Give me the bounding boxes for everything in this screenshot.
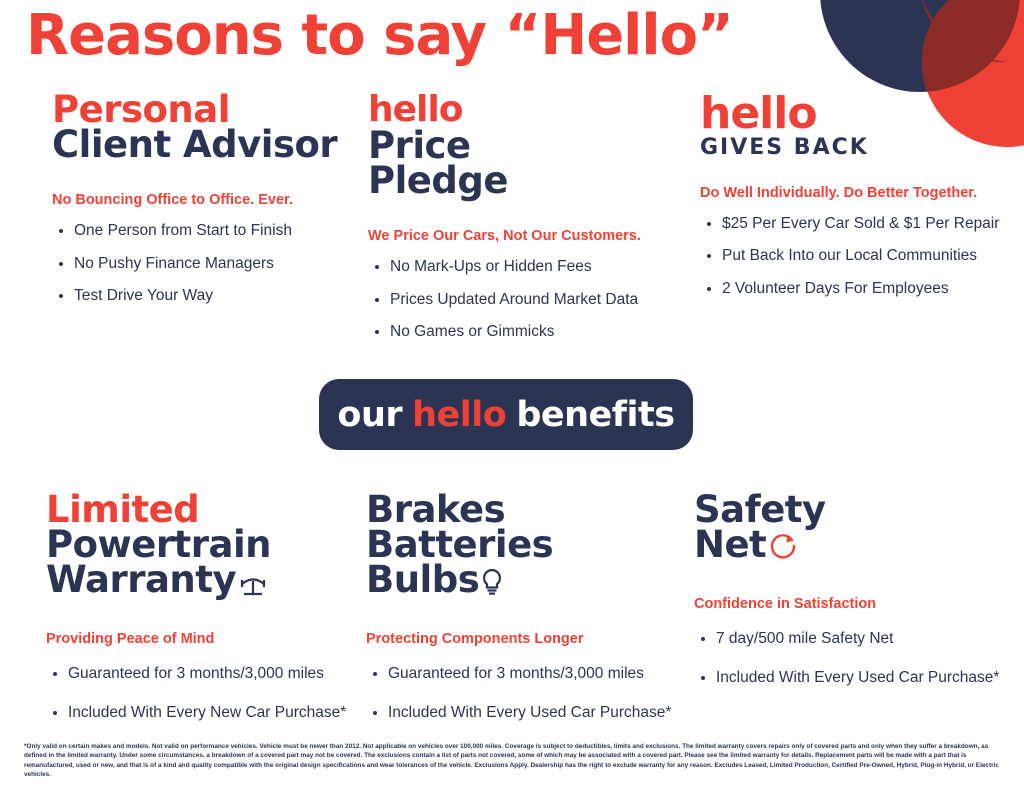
list-item: • No Mark-Ups or Hidden Fees [390,258,678,277]
column-title-line1: Personal [52,88,230,131]
list-item: • Included With Every Used Car Purchase* [716,669,1014,688]
column-safety-net [694,488,1014,701]
column-title-line3: Bulbs [366,562,686,601]
column-title-line2: Net [694,527,1014,566]
list-item: • 2 Volunteer Days For Employees [722,280,1010,299]
column-title-line2: Price [368,124,471,167]
column-brakes-batteries-bulbs [366,488,686,737]
column-subhead: Protecting Components Longer [366,631,584,648]
column-personal-client-advisor [52,88,352,320]
column-title-line2: Batteries [366,523,554,567]
list-item: • Included With Every New Car Purchase* [68,704,366,723]
column-title-line1: Limited [46,488,200,531]
column-bullet-list [700,215,1010,299]
benefits-banner [319,379,693,450]
list-item: • Put Back Into our Local Communities [722,247,1010,266]
column-subhead: No Bouncing Office to Office. Ever. [52,192,293,209]
column-subhead: Do Well Individually. Do Better Together. [700,184,978,201]
column-subhead: We Price Our Cars, Not Our Customers. [368,228,641,245]
list-item: • Guaranteed for 3 months/3,000 miles [68,665,366,684]
column-title-line2: Powertrain [46,523,271,567]
banner-word-benefits: benefits [516,394,675,435]
column-title [46,488,366,602]
column-title-line2: Client Advisor [52,123,338,167]
column-bullet-list [366,665,686,722]
banner-word-hello: hello [412,394,507,435]
page-title: Reasons to say “Hello” [26,3,733,68]
lightbulb-icon [481,566,503,601]
list-item: • $25 Per Every Car Sold & $1 Per Repair [722,215,1010,234]
car-lift-icon [238,566,268,601]
column-hello-gives-back [700,88,1010,313]
list-item: • Prices Updated Around Market Data [390,291,678,310]
column-hello-price-pledge [368,89,678,356]
list-item: • 7 day/500 mile Safety Net [716,630,1014,649]
column-title [52,88,352,167]
refresh-circle-icon [768,531,798,566]
list-item: • No Pushy Finance Managers [74,255,352,274]
column-bullet-list [694,630,1014,687]
column-title-line2: GIVES BACK [700,135,869,160]
hello-logo-text: hello [700,88,817,139]
list-item: • One Person from Start to Finish [74,222,352,241]
column-limited-powertrain-warranty [46,488,366,737]
column-title [700,88,1010,160]
list-item: • Test Drive Your Way [74,287,352,306]
column-title [368,89,678,203]
column-subhead: Confidence in Satisfaction [694,596,877,613]
hello-logo-text: hello [368,89,463,130]
column-bullet-list [46,665,366,722]
column-title-line3: Warranty [46,562,366,601]
column-bullet-list [52,222,352,306]
list-item: • Guaranteed for 3 months/3,000 miles [388,665,686,684]
column-title [694,488,1014,567]
column-title [366,488,686,602]
column-subhead: Providing Peace of Mind [46,631,215,648]
list-item: • Included With Every Used Car Purchase* [388,704,686,723]
legal-footnote: *Only valid on certain makes and models. Not valid on performance vehicles. Vehicle must be newer than 2012. Not applicable on vehicles over 100,000 miles. Coverage is subject to deductibles, limits and exclusions. The limited warranty covers repairs only of covered parts and only when they suffer a breakdown, as defined in the limited warranty. Under some circumstances, a breakdown of a covered part may not be covered. The exclusions contain a list of parts not covered, some of which may be associated with a covered part. Please see the limited warranty for details. Replacement parts will be made with a part that is remanufactured, used or new, and that is of a kind and quality compatible with the original design specifications and wear tolerances of the vehicle. Exclusions Apply. Dealership has the right to exclude warranty for any reason. Excludes Leased, Limited Production, Certified Pre-Owned, Hybrid, Plug-in Hybrid, or Electric vehicles. [24,743,999,778]
column-title-line1: Safety [694,488,826,531]
column-title-line1: Brakes [366,488,506,531]
column-title-line3: Pledge [368,159,508,203]
column-bullet-list [368,258,678,342]
banner-word-our: our [337,394,403,435]
list-item: • No Games or Gimmicks [390,323,678,342]
